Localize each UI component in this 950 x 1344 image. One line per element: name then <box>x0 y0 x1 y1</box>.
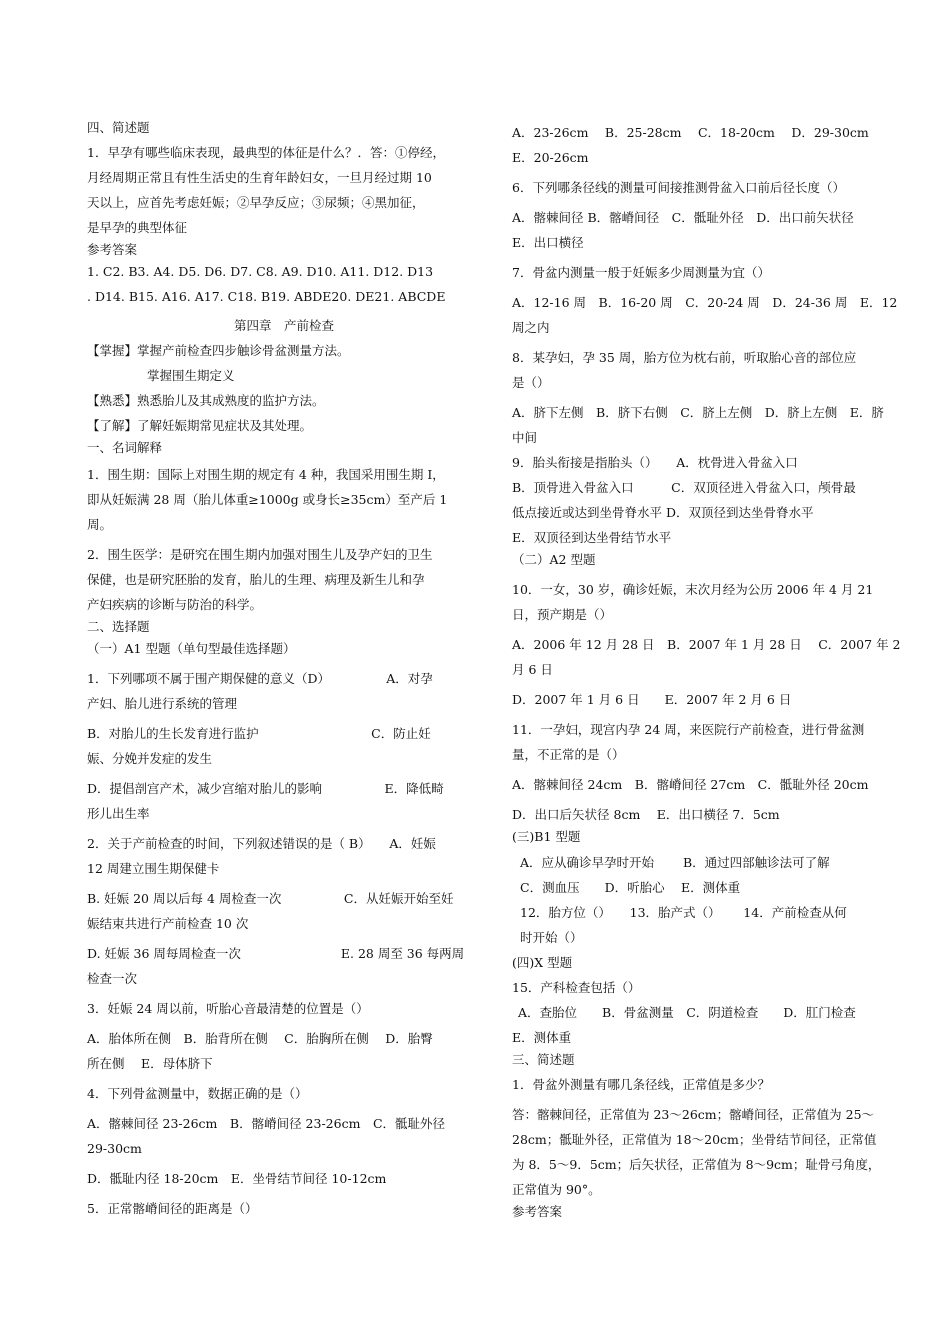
text-line: 15．产科检查包括（） <box>512 980 641 995</box>
text-line: A．髂棘间径 23-26cm B．髂嵴间径 23-26cm C．骶耻外径 <box>87 1116 446 1131</box>
text-line: 天以上，应首先考虑妊娠；②早孕反应；③尿频；④黑加征， <box>87 195 425 210</box>
text-line: 三、简述题 <box>512 1052 575 1067</box>
text-line: 量，不正常的是（） <box>512 747 625 762</box>
text-line: 【熟悉】熟悉胎儿及其成熟度的监护方法。 <box>87 393 325 408</box>
text-line: A．髂棘间径 B．髂嵴间径 C．骶耻外径 D．出口前矢状径 <box>512 210 854 225</box>
text-line: 4．下列骨盆测量中，数据正确的是（） <box>87 1086 308 1101</box>
text-line: 产妇、胎儿进行系统的管理 <box>87 696 238 711</box>
text-line: (四)X 型题 <box>512 955 573 970</box>
text-line: 四、简述题 <box>87 120 150 135</box>
text-line: 11．一孕妇，现宫内孕 24 周，来医院行产前检查，进行骨盆测 <box>512 722 865 737</box>
text-line: 【了解】了解妊娠期常见症状及其处理。 <box>87 418 313 433</box>
text-line: 周之内 <box>512 320 550 335</box>
text-line: 即从妊娠满 28 周（胎儿体重≥1000g 或身长≥35cm）至产后 1 <box>87 492 448 507</box>
text-line: D．2007 年 1 月 6 日 E．2007 年 2 月 6 日 <box>512 692 792 707</box>
text-line: D．骶耻内径 18-20cm E．坐骨结节间径 10-12cm <box>87 1171 387 1186</box>
text-line: 1. C2. B3. A4. D5. D6. D7. C8. A9. D10. A11. D12. D13 <box>87 264 434 279</box>
text-line: 【掌握】掌握产前检查四步触诊骨盆测量方法。 <box>87 343 350 358</box>
text-line: 月经周期正常且有性生活史的生育年龄妇女，一旦月经过期 10 <box>87 170 432 185</box>
text-line: （一）A1 型题（单句型最佳选择题） <box>87 641 296 656</box>
text-line: 5．正常髂嵴间径的距离是（） <box>87 1201 258 1216</box>
text-line: 所在侧 E．母体脐下 <box>87 1056 213 1071</box>
text-line: E．出口横径 <box>512 235 584 250</box>
text-line: 1．早孕有哪些临床表现，最典型的体征是什么？．答：①停经， <box>87 145 445 160</box>
text-line: 12 周建立围生期保健卡 <box>87 861 220 876</box>
text-line: D．提倡剖宫产术，减少宫缩对胎儿的影响 E．降低畸 <box>87 781 444 796</box>
text-line: 日，预产期是（） <box>512 607 613 622</box>
text-line: 一、名词解释 <box>87 440 163 455</box>
text-line: A．胎体所在侧 B．胎背所在侧 C．胎胸所在侧 D．胎臀 <box>87 1031 433 1046</box>
text-line: 二、选择题 <box>87 619 150 634</box>
text-line: 中间 <box>512 430 538 445</box>
text-line: C．测血压 D．听胎心 E．测体重 <box>520 880 741 895</box>
text-line: A．脐下左侧 B．脐下右侧 C．脐上左侧 D．脐上左侧 E．脐 <box>512 405 884 420</box>
text-line: （二）A2 型题 <box>512 552 596 567</box>
text-line: 娠、分娩并发症的发生 <box>87 751 213 766</box>
text-line: 是（） <box>512 375 550 390</box>
text-line: 月 6 日 <box>512 662 553 677</box>
text-line: 28cm；骶耻外径，正常值为 18～20cm；坐骨结节间径，正常值 <box>512 1132 877 1147</box>
text-line: 保健，也是研究胚胎的发育，胎儿的生理、病理及新生儿和孕 <box>87 572 425 587</box>
text-line: 7．骨盆内测量一般于妊娠多少周测量为宜（） <box>512 265 770 280</box>
text-line: D．出口后矢状径 8cm E．出口横径 7．5cm <box>512 807 780 822</box>
text-line: 1．围生期：国际上对围生期的规定有 4 种，我国采用围生期 I， <box>87 467 445 482</box>
text-line: 周。 <box>87 517 113 532</box>
text-line: A．应从确诊早孕时开始 B．通过四部触诊法可了解 <box>520 855 830 870</box>
text-line: 参考答案 <box>512 1204 563 1219</box>
text-line: 答：髂棘间径，正常值为 23～26cm；髂嵴间径，正常值为 25～ <box>512 1107 875 1122</box>
text-line: E．测体重 <box>512 1030 572 1045</box>
text-line: 低点接近或达到坐骨脊水平 D．双顶径到达坐骨脊水平 <box>512 505 814 520</box>
text-line: A．12-16 周 B．16-20 周 C．20-24 周 D．24-36 周 E．12 <box>512 295 898 310</box>
text-line: 正常值为 90°。 <box>512 1182 601 1197</box>
text-line: B．对胎儿的生长发育进行监护 C．防止妊 <box>87 726 431 741</box>
text-line: 参考答案 <box>87 242 138 257</box>
text-line: 1．骨盆外测量有哪几条径线，正常值是多少？ <box>512 1077 770 1092</box>
text-line: 产妇疾病的诊断与防治的科学。 <box>87 597 263 612</box>
text-line: 29-30cm <box>87 1141 142 1156</box>
text-line: D. 妊娠 36 周每周检查一次 E. 28 周至 36 每两周 <box>87 946 465 961</box>
text-line: 1．下列哪项不属于围产期保健的意义（D） A．对孕 <box>87 671 433 686</box>
text-line: A．查胎位 B．骨盆测量 C．阴道检查 D．肛门检查 <box>518 1005 856 1020</box>
text-line: 2．关于产前检查的时间，下列叙述错误的是（ B） A．妊娠 <box>87 836 436 851</box>
text-line: 12．胎方位（） 13．胎产式（） 14．产前检查从何 <box>520 905 847 920</box>
text-line: A．23-26cm B．25-28cm C．18-20cm D．29-30cm <box>512 125 869 140</box>
text-line: 娠结束共进行产前检查 10 次 <box>87 916 249 931</box>
text-line: B. 妊娠 20 周以后每 4 周检查一次 C．从妊娠开始至妊 <box>87 891 454 906</box>
text-line: 时开始（） <box>520 930 583 945</box>
text-line: 为 8．5～9．5cm；后矢状径，正常值为 8～9cm；耻骨弓角度， <box>512 1157 881 1172</box>
text-line: 3．妊娠 24 周以前，听胎心音最清楚的位置是（） <box>87 1001 369 1016</box>
text-line: 检查一次 <box>87 971 138 986</box>
text-line: B．顶骨进入骨盆入口 C．双顶径进入骨盆入口，颅骨最 <box>512 480 856 495</box>
text-line: 6．下列哪条径线的测量可间接推测骨盆入口前后径长度（） <box>512 180 845 195</box>
text-line: E．20-26cm <box>512 150 589 165</box>
text-line: 是早孕的典型体征 <box>87 220 188 235</box>
text-line: 形儿出生率 <box>87 806 150 821</box>
text-line: A．2006 年 12 月 28 日 B．2007 年 1 月 28 日 C．2007 年 2 <box>512 637 901 652</box>
text-line: . D14. B15. A16. A17. C18. B19. ABDE20. DE21. ABCDE <box>87 289 446 304</box>
text-line: 掌握围生期定义 <box>147 368 235 383</box>
text-line: 2．围生医学：是研究在围生期内加强对围生儿及孕产妇的卫生 <box>87 547 433 562</box>
text-line: E．双顶径到达坐骨结节水平 <box>512 530 672 545</box>
text-line: 10．一女，30 岁，确诊妊娠，末次月经为公历 2006 年 4 月 21 <box>512 582 874 597</box>
text-line: (三)B1 型题 <box>512 829 581 844</box>
text-line: 8．某孕妇，孕 35 周，胎方位为枕右前，听取胎心音的部位应 <box>512 350 857 365</box>
text-line: 9．胎头衔接是指胎头（） A．枕骨进入骨盆入口 <box>512 455 798 470</box>
text-line: A．髂棘间径 24cm B．髂嵴间径 27cm C．骶耻外径 20cm <box>512 777 869 792</box>
text-line: 第四章 产前检查 <box>234 318 335 333</box>
